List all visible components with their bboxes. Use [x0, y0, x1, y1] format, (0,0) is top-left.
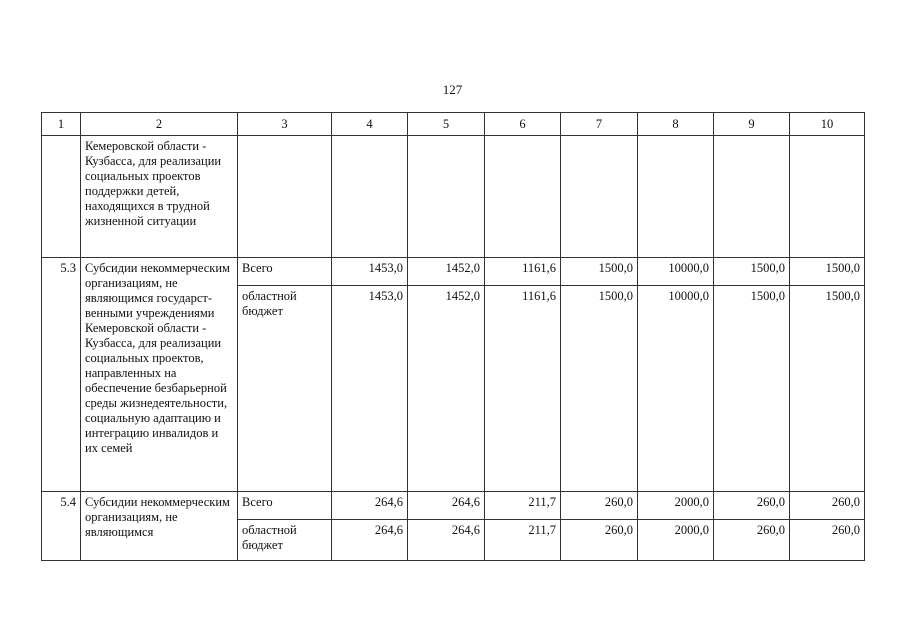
cell-value: [332, 136, 408, 258]
cell-value: 260,0: [561, 492, 638, 520]
cell-value: 2000,0: [638, 492, 714, 520]
cell-value: [408, 136, 485, 258]
cell-value: 10000,0: [638, 286, 714, 492]
cell-source: областной бюджет: [238, 520, 332, 561]
cell-value: 211,7: [485, 520, 561, 561]
cell-value: 260,0: [714, 492, 790, 520]
cell-value: 1500,0: [790, 286, 865, 492]
cell-value: 1453,0: [332, 286, 408, 492]
cell-value: 264,6: [408, 520, 485, 561]
cell-description: Субсидии некоммерческим организациям, не являющимся государст-венными учреждениями Кемеровской области - Кузбасса, для реализации социальных проектов, направленных на обеспечение безбарьерной среды жизнедеятельности, социальную адаптацию и интеграцию инвалидов и их семей: [81, 258, 238, 492]
col-header-8: 8: [638, 113, 714, 136]
cell-index: 5.3: [42, 258, 81, 492]
table-row-5-3-total: [42, 258, 865, 286]
cell-value: 1161,6: [485, 286, 561, 492]
cell-value: 1500,0: [561, 286, 638, 492]
col-header-1: 1: [42, 113, 81, 136]
cell-value: 1500,0: [714, 258, 790, 286]
table-row-5-4-total: [42, 492, 865, 520]
cell-index: [42, 136, 81, 258]
col-header-3: 3: [238, 113, 332, 136]
col-header-7: 7: [561, 113, 638, 136]
cell-source: Всего: [238, 492, 332, 520]
cell-value: [714, 136, 790, 258]
cell-value: 260,0: [561, 520, 638, 561]
cell-value: 260,0: [790, 492, 865, 520]
col-header-10: 10: [790, 113, 865, 136]
cell-value: 1453,0: [332, 258, 408, 286]
cell-description: Кемеровской области - Кузбасса, для реализации социальных проектов поддержки детей, находящихся в трудной жизненной ситуации: [81, 136, 238, 258]
cell-value: 264,6: [332, 492, 408, 520]
col-header-9: 9: [714, 113, 790, 136]
cell-value: [638, 136, 714, 258]
table-row-continuation: [42, 136, 865, 258]
cell-index: 5.4: [42, 492, 81, 561]
col-header-5: 5: [408, 113, 485, 136]
cell-source: Всего: [238, 258, 332, 286]
col-header-2: 2: [81, 113, 238, 136]
cell-value: 1452,0: [408, 258, 485, 286]
cell-value: 264,6: [408, 492, 485, 520]
cell-value: 2000,0: [638, 520, 714, 561]
cell-value: 260,0: [714, 520, 790, 561]
cell-value: 1500,0: [790, 258, 865, 286]
cell-value: [790, 136, 865, 258]
cell-value: 1500,0: [714, 286, 790, 492]
col-header-4: 4: [332, 113, 408, 136]
cell-value: 260,0: [790, 520, 865, 561]
cell-value: 211,7: [485, 492, 561, 520]
cell-value: 264,6: [332, 520, 408, 561]
cell-source: [238, 136, 332, 258]
cell-value: [561, 136, 638, 258]
cell-value: 1161,6: [485, 258, 561, 286]
cell-description: Субсидии некоммерческим организациям, не являющимся: [81, 492, 238, 561]
cell-value: 10000,0: [638, 258, 714, 286]
budget-table: [41, 112, 865, 561]
cell-source: областной бюджет: [238, 286, 332, 492]
header-row: [42, 113, 865, 136]
cell-value: 1500,0: [561, 258, 638, 286]
col-header-6: 6: [485, 113, 561, 136]
cell-value: [485, 136, 561, 258]
cell-value: 1452,0: [408, 286, 485, 492]
page-number: 127: [442, 82, 463, 97]
